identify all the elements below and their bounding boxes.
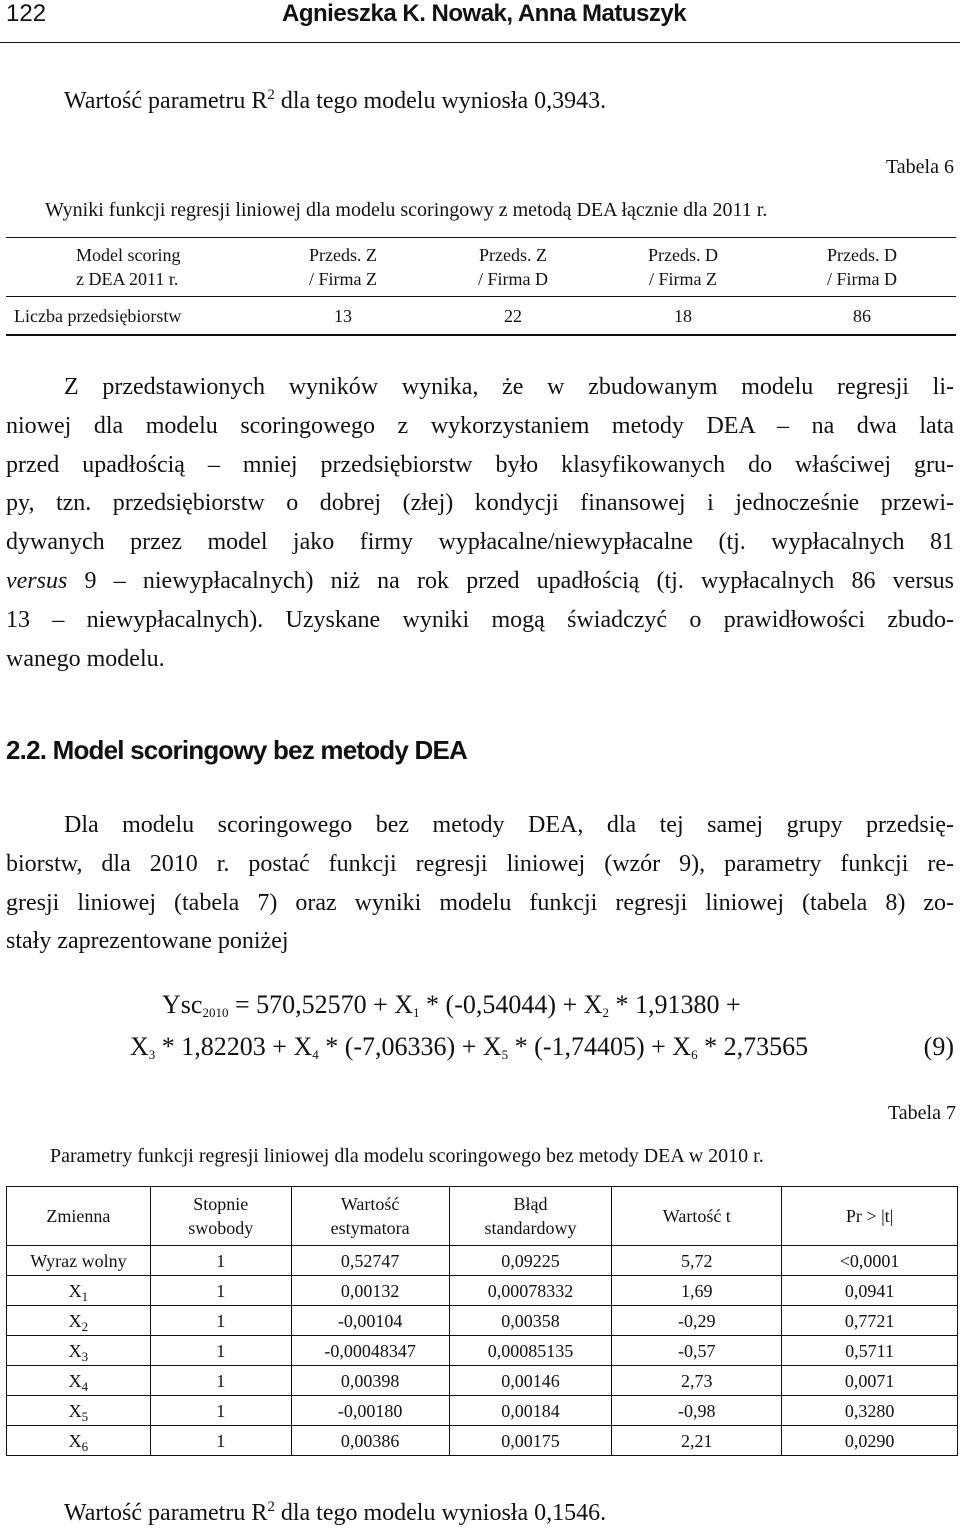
table7-var — [7, 1246, 151, 1276]
table7-est: 0,52747 — [291, 1246, 449, 1276]
table7-header-cell: Wartość t — [612, 1187, 782, 1246]
table7-var — [7, 1366, 151, 1396]
table7-var-subscript: 5 — [81, 1408, 89, 1424]
paragraph-line: dywanych przez model jako firmy wypłacalne/niewypłacalne (tj. wypłacalnych 81 — [6, 529, 954, 556]
running-header-authors: Agnieszka K. Nowak, Anna Matuszyk — [282, 0, 687, 27]
table7-se: 0,00358 — [449, 1306, 612, 1336]
table7-row — [7, 1306, 958, 1336]
eq-subscript: 3 — [148, 1047, 156, 1062]
table7-row — [7, 1426, 958, 1456]
eq-term: * 2,73565 — [697, 1032, 809, 1061]
paragraph-line: gresji liniowej (tabela 7) oraz wyniki modelu funkcji regresji liniowej (tabela 8) zo- — [6, 889, 954, 916]
table7-var — [7, 1396, 151, 1426]
paragraph-line: niowej dla modelu scoringowego z wykorzystaniem metody DEA – na dwa lata — [6, 412, 954, 439]
r2-text-after: dla tego modelu wyniosła 0,3943. — [274, 88, 607, 114]
table7-est: 0,00386 — [291, 1426, 449, 1456]
table6-data-row — [6, 297, 956, 336]
table7-var-name: X — [68, 1280, 82, 1301]
paragraph-line: 13 – niewypłacalnych). Uzyskane wyniki mogą świadczyć o prawidłowości zbudo- — [6, 606, 954, 633]
table7-var — [7, 1306, 151, 1336]
table6-header-line1: Przeds. Z — [479, 245, 547, 265]
table7-row — [7, 1366, 958, 1396]
table6-header-row — [6, 238, 956, 297]
table7-t: -0,57 — [612, 1336, 782, 1366]
table6-header-cell — [258, 238, 428, 297]
r2-superscript: 2 — [267, 87, 275, 103]
italic-versus: versus — [6, 567, 68, 594]
table7-header-line2: swobody — [188, 1218, 254, 1238]
table7-p: 0,7721 — [782, 1306, 958, 1336]
table7-var — [7, 1276, 151, 1306]
table6-header-cell — [768, 238, 956, 297]
eq-term: * (-0,54044) + X — [419, 990, 603, 1019]
table7-row — [7, 1396, 958, 1426]
table7-df: 1 — [150, 1246, 291, 1276]
table7-var-name: X — [68, 1310, 82, 1331]
table7-p: 0,0071 — [782, 1366, 958, 1396]
table7-var-name: X — [68, 1340, 82, 1361]
table6-header-model-line2: z DEA 2011 r. — [76, 269, 179, 289]
table6-header-line1: Przeds. D — [827, 245, 897, 265]
eq-subscript: 1 — [413, 1005, 420, 1020]
table7-df: 1 — [150, 1306, 291, 1336]
eq-term: * 1,91380 + — [608, 990, 741, 1019]
table7-est: 0,00398 — [291, 1366, 449, 1396]
eq-subscript: 2 — [602, 1005, 609, 1020]
header-divider — [0, 42, 960, 43]
table7-row — [7, 1276, 958, 1306]
table6-header-line2: / Firma Z — [649, 269, 717, 289]
table6-cell: 18 — [598, 297, 768, 336]
eq-subscript: 5 — [501, 1047, 509, 1062]
eq-term: * 1,82203 + X — [155, 1032, 313, 1061]
table7-est: -0,00104 — [291, 1306, 449, 1336]
table7-var — [7, 1426, 151, 1456]
paragraph-line: Dla modelu scoringowego bez metody DEA, dla tej samej grupy przedsię- — [64, 812, 954, 838]
equation-number: (9) — [923, 1032, 954, 1061]
paragraph-line: wanego modelu. — [6, 645, 165, 672]
paragraph-line: przed upadłością – mniej przedsiębiorstw było klasyfikowanych do właściwej gru- — [6, 451, 954, 478]
paragraph-line: py, tzn. przedsiębiorstw o dobrej (złej) kondycji finansowej i jednocześnie przewi- — [6, 490, 954, 517]
table7-df: 1 — [150, 1336, 291, 1366]
table7-est: 0,00132 — [291, 1276, 449, 1306]
paragraph-line: Z przedstawionych wyników wynika, że w zbudowanym modelu regresji li- — [64, 374, 954, 400]
equation-line-2 — [130, 1032, 808, 1062]
table7-p: 0,3280 — [782, 1396, 958, 1426]
r2-text-before: Wartość parametru R — [64, 88, 268, 114]
eq-subscript: 4 — [312, 1047, 319, 1062]
table7-header-cell: Pr > |t| — [782, 1187, 958, 1246]
eq-subscript: 6 — [691, 1047, 698, 1062]
table7-var-subscript: 4 — [81, 1378, 89, 1394]
table7-t: 5,72 — [612, 1246, 782, 1276]
table6-header-line2: / Firma D — [827, 269, 897, 289]
r2-statement-first — [64, 88, 606, 115]
table7-var-subscript: 1 — [81, 1288, 89, 1304]
table6-label: Tabela 6 — [885, 156, 954, 178]
table7-var-subscript: 3 — [81, 1348, 89, 1364]
table6-header-model — [6, 238, 258, 297]
table7-header-cell — [150, 1187, 291, 1246]
table7-row — [7, 1336, 958, 1366]
table7-header-line1: Błąd — [513, 1194, 548, 1214]
table6-header-line2: / Firma D — [478, 269, 548, 289]
table7-var-name: X — [68, 1430, 82, 1451]
paragraph-line: stały zaprezentowane poniżej — [6, 928, 289, 955]
equation-line-1 — [162, 990, 741, 1020]
table7-header-row — [7, 1187, 958, 1246]
table7-se: 0,00146 — [449, 1366, 612, 1396]
table7-p: 0,5711 — [782, 1336, 958, 1366]
table6-header-line1: Przeds. D — [648, 245, 718, 265]
eq-ysc-subscript: 2010 — [202, 1005, 229, 1020]
paragraph-model-intro — [6, 806, 954, 961]
table6-bottom-rule — [6, 334, 956, 336]
table7-header-line1: Stopnie — [193, 1194, 249, 1214]
table7-t: 2,21 — [612, 1426, 782, 1456]
table7-se: 0,00085135 — [449, 1336, 612, 1366]
table7-var-name: X — [68, 1400, 82, 1421]
table7-label: Tabela 7 — [887, 1102, 956, 1124]
table7-header-cell — [449, 1187, 612, 1246]
r2-text-after: dla tego modelu wyniosła 0,1546. — [274, 1500, 607, 1526]
table7-est: -0,00048347 — [291, 1336, 449, 1366]
table6-cell: 13 — [258, 297, 428, 336]
table7-header-line2: estymatora — [330, 1218, 410, 1238]
table7-se: 0,00175 — [449, 1426, 612, 1456]
table7-se: 0,00078332 — [449, 1276, 612, 1306]
paragraph-line: biorstw, dla 2010 r. postać funkcji regresji liniowej (wzór 9), parametry funkcji re- — [6, 850, 954, 877]
table7-p: <0,0001 — [782, 1246, 958, 1276]
table7-caption: Parametry funkcji regresji liniowej dla modelu scoringowego bez metody DEA w 2010 r. — [50, 1145, 764, 1167]
section-heading: 2.2. Model scoringowy bez metody DEA — [6, 735, 467, 765]
eq-term: = 570,52570 + X — [228, 990, 414, 1019]
table7-p: 0,0290 — [782, 1426, 958, 1456]
table7-p: 0,0941 — [782, 1276, 958, 1306]
table7-header-cell: Zmienna — [7, 1187, 151, 1246]
table7-var-name: X — [68, 1370, 82, 1391]
table7-header-cell — [291, 1187, 449, 1246]
eq-x3: X — [130, 1032, 149, 1061]
table7-se: 0,09225 — [449, 1246, 612, 1276]
r2-superscript: 2 — [267, 1499, 275, 1515]
table6-header-line2: / Firma Z — [309, 269, 377, 289]
page-number: 122 — [6, 0, 47, 27]
eq-term: * (-1,74405) + X — [508, 1032, 692, 1061]
table7-t: -0,29 — [612, 1306, 782, 1336]
table7-header-line1: Wartość — [340, 1194, 400, 1214]
table6-cell: 86 — [768, 297, 956, 336]
table6-header-line1: Przeds. Z — [309, 245, 377, 265]
r2-statement-second — [64, 1500, 606, 1527]
table6-caption: Wyniki funkcji regresji liniowej dla modelu scoringowy z metodą DEA łącznie dla 2011 r. — [45, 199, 768, 221]
table7-df: 1 — [150, 1426, 291, 1456]
table7-row — [7, 1246, 958, 1276]
table6-cell: 22 — [428, 297, 598, 336]
table7-df: 1 — [150, 1396, 291, 1426]
paragraph-line — [6, 562, 954, 601]
table7-df: 1 — [150, 1366, 291, 1396]
table7-df: 1 — [150, 1276, 291, 1306]
table6-row-label: Liczba przedsiębiorstw — [6, 297, 258, 336]
table7-var-subscript: 6 — [81, 1438, 89, 1454]
table7-se: 0,00184 — [449, 1396, 612, 1426]
table6-header-model-line1: Model scoring — [76, 245, 181, 265]
table7-var-name: Wyraz wolny — [30, 1250, 127, 1271]
paragraph-results — [6, 368, 954, 678]
table7 — [6, 1186, 958, 1456]
table7-header-line2: standardowy — [484, 1218, 577, 1238]
table7-t: 1,69 — [612, 1276, 782, 1306]
r2-text-before: Wartość parametru R — [64, 1500, 268, 1526]
eq-ysc: Ysc — [162, 990, 203, 1019]
table7-est: -0,00180 — [291, 1396, 449, 1426]
table7-var-subscript: 2 — [81, 1318, 89, 1334]
eq-term: * (-7,06336) + X — [318, 1032, 502, 1061]
table7-t: -0,98 — [612, 1396, 782, 1426]
table7-t: 2,73 — [612, 1366, 782, 1396]
table7-var — [7, 1336, 151, 1366]
table6 — [6, 238, 956, 335]
table6-header-cell — [598, 238, 768, 297]
paragraph-line-rest: 9 – niewypłacalnych) niż na rok przed upadłością (tj. wypłacalnych 86 versus — [67, 567, 954, 594]
table6-header-cell — [428, 238, 598, 297]
